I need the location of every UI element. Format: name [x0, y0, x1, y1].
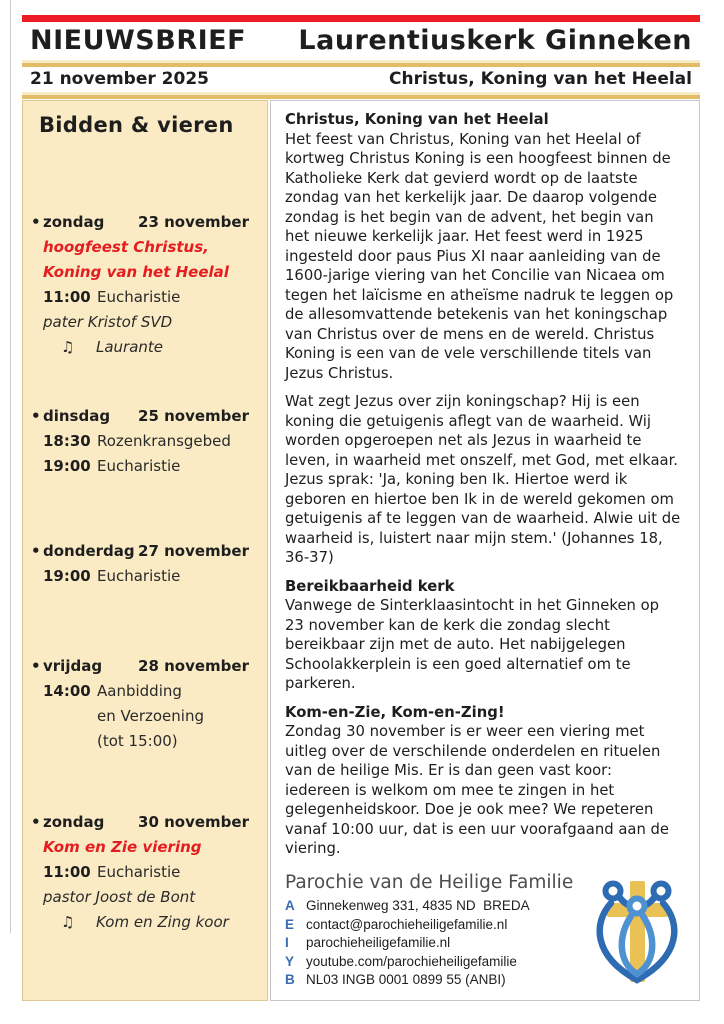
address-label: A — [285, 898, 295, 913]
event-activity: Eucharistie — [97, 457, 181, 475]
address-value: Ginnekenweg 331, 4835 ND BREDA — [306, 898, 530, 913]
article-paragraph-3: Vanwege de Sinterklaasintocht in het Ginneken op 23 november kan de kerk die zondag slecht bereikbaar zijn met de auto. Het nabijgelegen Schoolakkerplein is een goed alternatief om te parkeren. — [285, 597, 660, 692]
event-highlight: Kom en Zie viering — [43, 838, 202, 856]
event-day-row — [31, 404, 249, 429]
event-date: 27 november — [138, 542, 249, 560]
event-celebrant: pater Kristof SVD — [43, 313, 173, 331]
event-choir: Kom en Zing koor — [96, 913, 229, 931]
event-day-row — [31, 210, 249, 235]
bullet-icon: • — [31, 407, 41, 425]
youtube-label: Y — [285, 953, 295, 969]
event-activity: Eucharistie — [97, 567, 181, 585]
bank-label: B — [285, 972, 295, 987]
event-schedule-line — [31, 285, 249, 310]
event-date: 30 november — [138, 813, 249, 831]
event-highlight: Koning van het Heelal — [43, 263, 229, 281]
music-note-icon: ♫ — [61, 338, 75, 356]
article-paragraph-1: Het feest van Christus, Koning van het Heelal of kortweg Christus Koning is een hoogfeest binnen de Katholieke Kerk dat gevierd wordt op de laatste zondag van het kerkelijk jaar. De daarop volgende zondag is het begin van de advent, het begin van het nieuwe kerkelijk jaar. Het feest werd in 1925 ingesteld door paus Pius XI naar aanleiding van de 1600-jarige viering van het Concilie van Nicaea om tegen het laïcisme en atheïsme nadruk te leggen op de allesomvattende betekenis van het koningschap van Christus over de mens en de wereld. Christus Koning is een van de vele verschillende titels van Jezus Christus. — [285, 130, 674, 382]
header-accent-bar — [22, 15, 700, 22]
parish-name: Parochie van de Heilige Familie — [285, 871, 574, 893]
event-day-row — [31, 810, 249, 835]
masthead — [22, 22, 700, 60]
article-column — [270, 100, 700, 1001]
event-date: 23 november — [138, 213, 249, 231]
event-time: 14:00 — [43, 682, 91, 700]
event-day: dinsdag — [43, 407, 111, 425]
event-activity-continued: (tot 15:00) — [97, 732, 178, 750]
parish-family-logo — [587, 876, 687, 994]
event-choir: Laurante — [96, 338, 164, 356]
gold-divider-bottom — [22, 92, 700, 99]
event-activity: Eucharistie — [97, 288, 181, 306]
content-area — [22, 100, 700, 1001]
event-day-row — [31, 539, 249, 564]
parish-footer — [285, 873, 681, 990]
event-time: 11:00 — [43, 863, 91, 881]
email-link[interactable]: contact@parochieheiligefamilie.nl — [306, 916, 508, 932]
youtube-link[interactable]: youtube.com/parochieheiligefamilie — [306, 953, 517, 969]
sidebar-heading: Bidden & vieren — [39, 113, 234, 137]
email-label: E — [285, 916, 295, 932]
gold-divider-top — [22, 60, 700, 67]
event-dinsdag-25 — [31, 404, 249, 479]
event-day-row — [31, 654, 249, 679]
event-celebrant: pastor Joost de Bont — [43, 888, 196, 906]
bullet-icon: • — [31, 542, 41, 560]
event-schedule-line — [31, 454, 249, 479]
event-activity: Rozenkransgebed — [97, 432, 231, 450]
parish-family-logo-svg — [587, 876, 687, 991]
event-highlight: hoogfeest Christus, — [43, 238, 209, 256]
event-activity: Eucharistie — [97, 863, 181, 881]
bullet-icon: • — [31, 813, 41, 831]
event-zondag-30 — [31, 810, 249, 935]
event-schedule-line — [31, 429, 249, 454]
feast-title: Christus, Koning van het Heelal — [389, 69, 692, 89]
event-schedule-line — [31, 860, 249, 885]
church-name: Laurentiuskerk Ginneken — [298, 25, 692, 56]
event-date: 28 november — [138, 657, 249, 675]
event-activity: Aanbidding — [97, 682, 182, 700]
bullet-icon: • — [31, 213, 41, 231]
event-time: 18:30 — [43, 432, 91, 450]
website-link[interactable]: parochieheiligefamilie.nl — [306, 935, 451, 950]
issue-date: 21 november 2025 — [30, 69, 209, 89]
event-day: vrijdag — [43, 657, 103, 675]
event-choir-line — [31, 910, 249, 935]
event-donderdag-27 — [31, 539, 249, 589]
newsletter-title: NIEUWSBRIEF — [30, 25, 247, 56]
section-heading-bereikbaarheid: Bereikbaarheid kerk — [285, 577, 455, 595]
newsletter-sheet — [22, 15, 700, 1001]
event-day: donderdag — [43, 542, 135, 560]
article-paragraph-4: Zondag 30 november is er weer een viering met uitleg over de verschilende onderdelen en rituelen van de heilige Mis. Er is dan geen vast koor: iedereen is welkom om mee te zingen in het gelegenheidskoor. Doe je ook mee? We repeteren vanaf 10:00 uur, dat is een uur voorafgaand aan de viering. — [285, 723, 670, 857]
event-activity-continued: en Verzoening — [97, 707, 204, 725]
website-label: I — [285, 935, 289, 950]
section-heading-kom-en-zie: Kom-en-Zie, Kom-en-Zing! — [285, 703, 505, 721]
article-heading: Christus, Koning van het Heelal — [285, 111, 549, 128]
page-margin-line — [10, 0, 11, 933]
music-note-icon: ♫ — [61, 913, 75, 931]
event-time: 11:00 — [43, 288, 91, 306]
bullet-icon: • — [31, 657, 41, 675]
event-schedule-line — [31, 679, 249, 704]
bank-account-value: NL03 INGB 0001 0899 55 (ANBI) — [306, 972, 506, 987]
event-date: 25 november — [138, 407, 249, 425]
event-vrijdag-28 — [31, 654, 249, 754]
event-time: 19:00 — [43, 567, 91, 585]
event-schedule-line — [31, 564, 249, 589]
event-zondag-23 — [31, 210, 249, 360]
event-day: zondag — [43, 813, 105, 831]
event-time: 19:00 — [43, 457, 91, 475]
schedule-sidebar — [22, 100, 268, 1001]
event-choir-line — [31, 335, 249, 360]
event-day: zondag — [43, 213, 105, 231]
issue-info-row — [22, 67, 700, 92]
article-paragraph-2: Wat zegt Jezus over zijn koningschap? Hij is een koning die getuigenis aflegt van de waarheid. Wij worden opgeroepen net als Jezus in waarheid te leven, in waarheid met onszelf, met God, met elkaar. Jezus sprak: 'Ja, koning ben Ik. Hiertoe werd ik geboren en hiertoe ben Ik in de wereld gekomen om getuigenis af te leggen van de waarheid. Alwie uit de waarheid is, luistert naar mijn stem.' (Johannes 18, 36-37) — [285, 393, 681, 566]
